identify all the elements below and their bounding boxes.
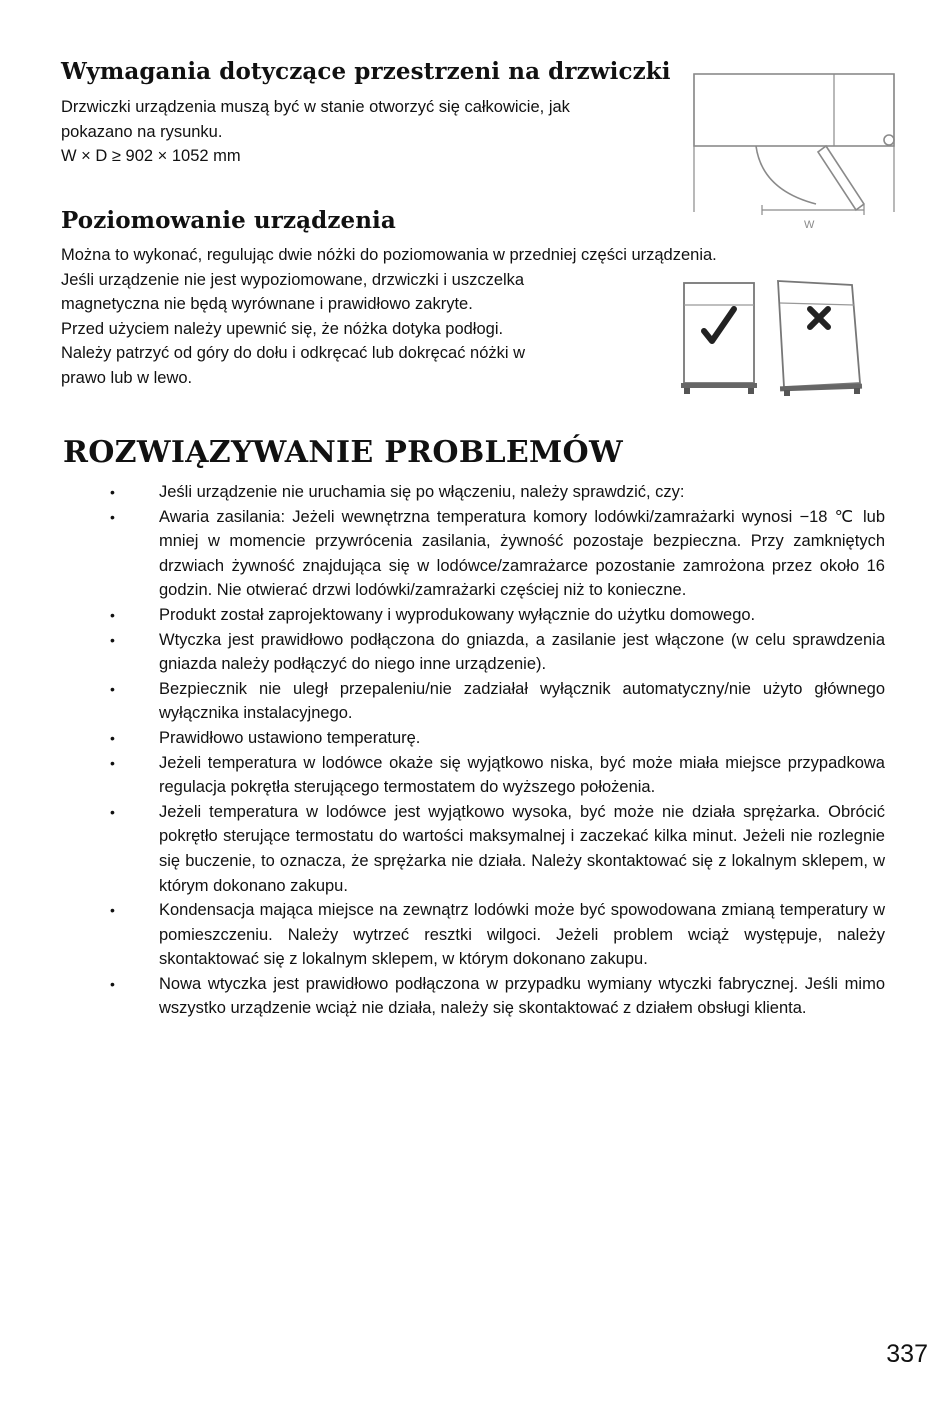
door-space-heading: Wymagania dotyczące przestrzeni na drzwiczki — [61, 58, 671, 85]
troubleshooting-list — [110, 480, 885, 1021]
checkmark-icon — [704, 309, 734, 341]
bullet-icon: • — [110, 606, 115, 623]
leveling-line: Jeśli urządzenie nie jest wypoziomowane, drzwiczki i uszczelka — [61, 270, 525, 289]
width-label: W — [804, 219, 815, 231]
open-door-panel — [818, 146, 864, 210]
leveling-line: Należy patrzyć od góry do dołu i odkręcać lub dokręcać nóżki w — [61, 344, 526, 362]
appliance-outline — [694, 74, 894, 146]
list-item: • Awaria zasilania: Jeżeli wewnętrzna temperatura komory lodówki/zamrażarki wynosi −18 ℃ lub mniej w momencie przywrócenia zasilania, żywność pozostaje bezpieczna. Przy zamkniętych drzwiach żywność znajdująca się w lodówce/zamrażarce pozostanie zamrożona przez około 16 godzin. Nie otwierać drzwi lodówki/zamrażarki częściej niż to konieczne. — [110, 505, 885, 603]
door-space-line: pokazano na rysunku. — [61, 122, 223, 141]
leveling-line: magnetyczna nie będą wyrównane i prawidłowo zakryte. — [61, 295, 473, 313]
bullet-icon: • — [110, 680, 115, 697]
list-item: • Produkt został zaprojektowany i wyprodukowany wyłącznie do użytku domowego. — [110, 603, 885, 628]
list-item: • Jeżeli temperatura w lodówce jest wyjątkowo wysoka, być może nie działa sprężarka. Obrócić pokrętło sterujące termostatu do wartości maksymalnej i zaczekać kilka minut. Jeżeli nie rozlegnie się buczenie, to oznacza, że sprężarka nie działa. Należy skontaktować się z lokalnym sklepem, w którym dokonano zakupu. — [110, 800, 885, 898]
bullet-icon: • — [110, 803, 115, 820]
bullet-icon: • — [110, 754, 115, 771]
bullet-icon: • — [110, 484, 115, 500]
door-swing-arc — [756, 146, 816, 204]
door-clearance-diagram — [684, 62, 906, 232]
bullet-icon: • — [110, 508, 115, 525]
list-item: • Nowa wtyczka jest prawidłowo podłączona w przypadku wymiany wtyczki fabrycznej. Jeśli mimo wszystko urządzenie wciąż nie działa, należy się skontaktować z działem obsługi klienta. — [110, 972, 885, 1021]
list-item: • Prawidłowo ustawiono temperaturę. — [110, 726, 885, 751]
list-item: • Wtyczka jest prawidłowo podłączona do gniazda, a zasilanie jest włączone (w celu sprawdzenia gniazda należy podłączyć do niego inne urządzenie). — [110, 628, 885, 677]
leveling-line: prawo lub w lewo. — [61, 368, 193, 387]
leveling-heading: Poziomowanie urządzenia — [61, 207, 396, 234]
leveling-line: Przed użyciem należy upewnić się, że nóżka dotyka podłogi. — [61, 319, 504, 338]
door-space-text — [61, 95, 570, 169]
bullet-icon: • — [110, 975, 115, 992]
level-appliance-incorrect — [778, 281, 862, 396]
level-appliance-correct — [681, 283, 757, 394]
leveling-line: Można to wykonać, regulując dwie nóżki do poziomowania w przedniej części urządzenia. — [61, 246, 717, 264]
leveling-text — [61, 243, 717, 390]
troubleshooting-heading: ROZWIĄZYWANIE PROBLEMÓW — [63, 435, 623, 470]
door-space-line: W × D ≥ 902 × 1052 mm — [61, 147, 241, 165]
list-item: • Kondensacja mająca miejsce na zewnątrz lodówki może być spowodowana zmianą temperatury w pomieszczeniu. Należy wytrzeć resztki wilgoci. Jeżeli problem wciąż występuje, należy skontaktować się z lokalnym sklepem, w którym dokonano zakupu. — [110, 898, 885, 972]
page-number: 337 — [886, 1340, 928, 1368]
list-item: • Bezpiecznik nie uległ przepaleniu/nie zadziałał wyłącznik automatyczny/nie użyto głównego wyłącznika instalacyjnego. — [110, 677, 885, 726]
bullet-icon: • — [110, 729, 115, 746]
bullet-icon: • — [110, 902, 115, 919]
door-space-line: Drzwiczki urządzenia muszą być w stanie otworzyć się całkowicie, jak — [61, 98, 570, 116]
list-item: • Jeśli urządzenie nie uruchamia się po włączeniu, należy sprawdzić, czy: — [110, 480, 885, 505]
bullet-icon: • — [110, 631, 115, 648]
cross-icon — [810, 309, 828, 327]
list-item: • Jeżeli temperatura w lodówce okaże się wyjątkowo niska, być może miała miejsce przypadkowa regulacja pokrętła sterującego termostatem do wyższego położenia. — [110, 751, 885, 800]
leveling-diagram — [676, 275, 872, 397]
